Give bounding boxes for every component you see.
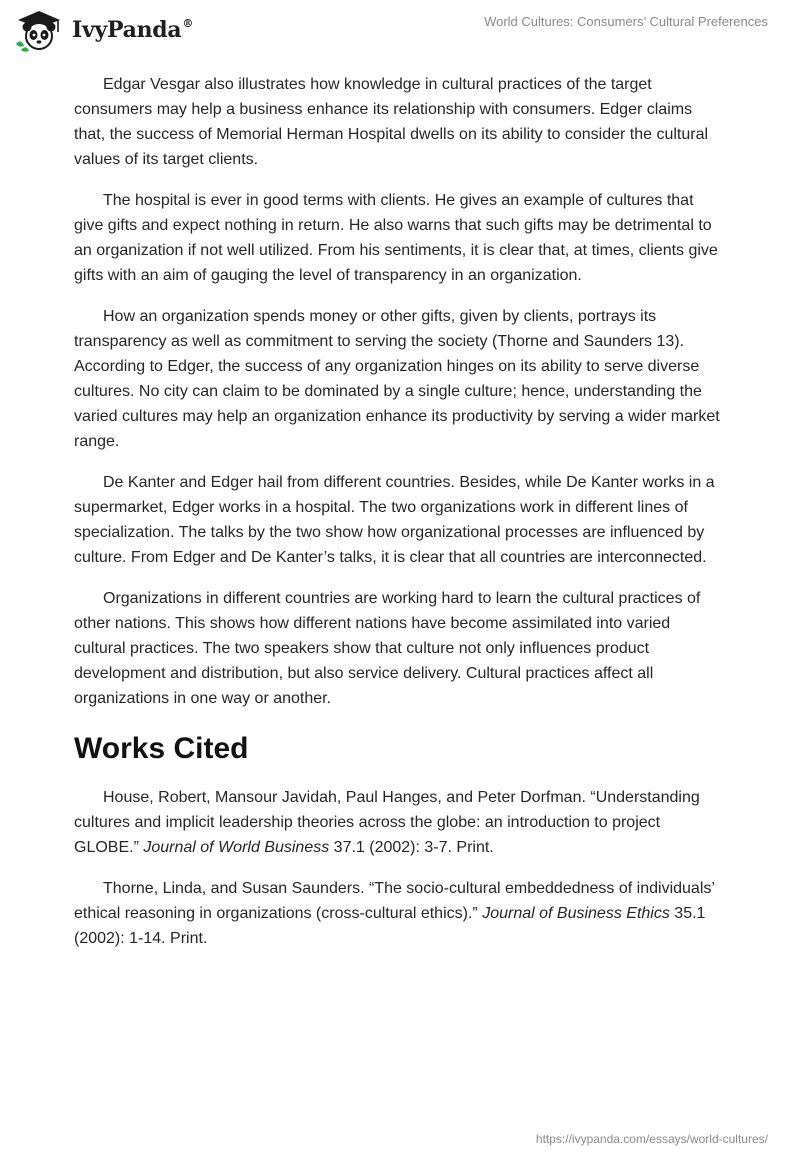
page-header [0,0,800,70]
citation-1-journal: Journal of World Business [143,839,330,856]
logo-text: IvyPanda [72,17,182,43]
citation-entry-1 [74,785,724,860]
body-paragraph-4: De Kanter and Edger hail from different countries. Besides, while De Kanter works in a supermarket, Edger works in a hospital. The two organizations work in different lines of specialization. The talks by the two show how organizational processes are influenced by culture. From Edger and De Kanter’s talks, it is clear that all countries are interconnected. [74,474,715,566]
source-url[interactable]: https://ivypanda.com/essays/world-cultures/ [535,1132,768,1146]
citation-entry-2 [74,876,724,951]
citation-2-journal: Journal of Business Ethics [482,905,670,922]
works-cited-heading: Works Cited [74,732,249,765]
body-paragraph-1: Edgar Vesgar also illustrates how knowledge in cultural practices of the target consumers may help a business enhance its relationship with consumers. Edger claims that, the success of Memorial Herman Hospital dwells on its ability to consider the cultural values of its target clients. [74,76,709,168]
document-title: World Cultures: Consumers’ Cultural Preferences [484,14,768,29]
citation-2-text: Thorne, Linda, and Susan Saunders. “The socio-cultural embeddedness of individuals’ ethical reasoning in organizations (cross-cultural ethics).” [74,880,715,922]
body-paragraph-2: The hospital is ever in good terms with clients. He gives an example of cultures that give gifts and expect nothing in return. He also warns that such gifts may be detrimental to an organization if not well utilized. From his sentiments, it is clear that, at times, clients give gifts with an aim of gauging the level of transparency in an organization. [74,192,718,284]
citation-1-text: House, Robert, Mansour Javidah, Paul Hanges, and Peter Dorfman. “Understanding cultures and implicit leadership theories across the globe: an introduction to project GLOBE.” [74,789,700,856]
essay-body [74,72,724,967]
panda-graduate-icon [12,8,66,52]
body-paragraph-3: How an organization spends money or other gifts, given by clients, portrays its transparency as well as commitment to serving the society (Thorne and Saunders 13). According to Edger, the success of any organization hinges on its ability to serve diverse cultures. No city can claim to be dominated by a single culture; hence, understanding the varied cultures may help an organization enhance its productivity by serving a wider market range. [74,308,720,450]
citation-1-details: 37.1 (2002): 3-7. Print. [329,839,494,856]
logo-wordmark [72,17,193,43]
citation-2-details: 35.1 (2002): 1-14. Print. [74,905,706,947]
body-paragraph-5: Organizations in different countries are working hard to learn the cultural practices of other nations. This shows how different nations have become assimilated into varied cultural practices. The two speakers show that culture not only influences product development and distribution, but also service delivery. Cultural practices affect all organizations in one way or another. [74,590,701,707]
ivypanda-logo[interactable] [12,8,193,52]
registered-mark: ® [182,16,194,30]
